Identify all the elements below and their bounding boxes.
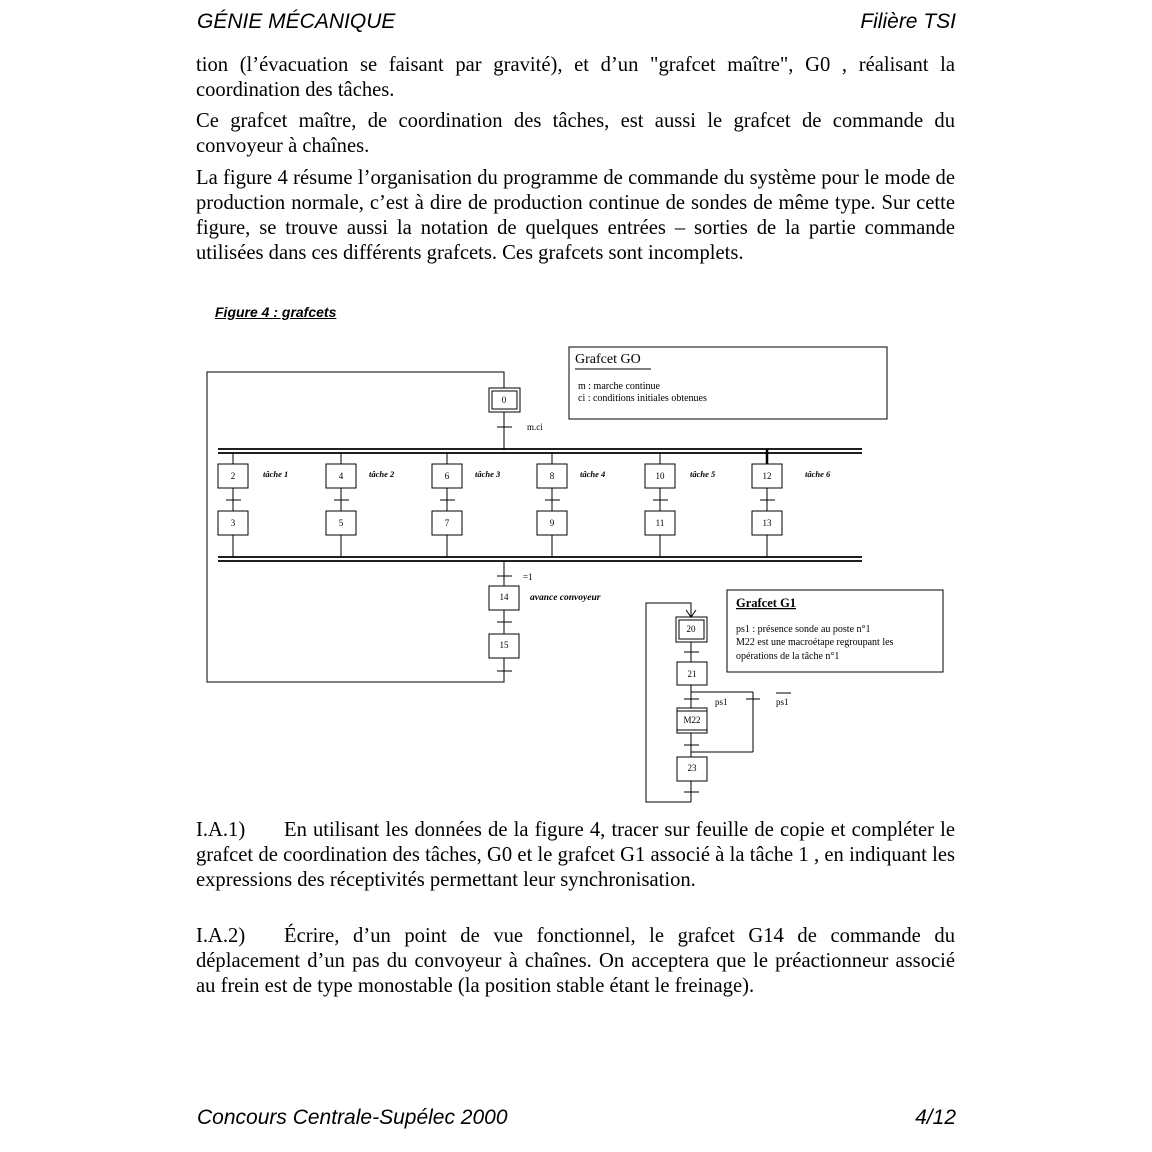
question-2: [196, 924, 955, 999]
step-14-label: 14: [499, 592, 509, 602]
question-2-text: Écrire, d’un point de vue fonctionnel, le grafcet G14 de commande du déplacement d’un pas du convoyeur à chaînes. On acceptera que le préactionneur associé au frein est de type monostable (la position stable étant le freinage).: [196, 925, 955, 997]
step-8-label: 8: [549, 471, 555, 481]
step-10-label: 10: [655, 471, 665, 481]
step-23-label: 23: [687, 763, 697, 773]
question-1: [196, 818, 955, 893]
header-right: Filière TSI: [860, 10, 956, 33]
paragraph-3: La figure 4 résume l’organisation du programme de commande du système pour le mode de production normale, c’est à dire de production continue de sondes de même type. Sur cette figure, se trouve aussi la notation de quelques entrées – sorties de la partie commande utilisées dans ces différents grafcets. Ces grafcets sont incomplets.: [196, 167, 955, 264]
g0-title: Grafcet GO: [575, 352, 641, 367]
tache-4-label: tâche 4: [580, 469, 606, 479]
paragraph-1: tion (l’évacuation se faisant par gravité), et d’un "grafcet maître", G0 , réalisant la coordination des tâches.: [196, 54, 955, 101]
footer-left: Concours Centrale-Supélec 2000: [197, 1106, 508, 1129]
g1-line-2: M22 est une macroétape regroupant les: [736, 637, 894, 648]
tache-2-label: tâche 2: [369, 469, 395, 479]
paragraph-2: Ce grafcet maître, de coordination des tâches, est aussi le grafcet de commande du convoyeur à chaînes.: [196, 110, 955, 157]
receptivity-ps1-bar: ps1: [776, 697, 789, 707]
step-15-label: 15: [499, 640, 509, 650]
question-2-number: I.A.2): [196, 925, 246, 947]
step-7-label: 7: [444, 518, 450, 528]
step-6-label: 6: [444, 471, 450, 481]
step-2-label: 2: [230, 471, 236, 481]
tache-5-label: tâche 5: [690, 469, 716, 479]
step-12-label: 12: [762, 471, 772, 481]
receptivity-mci: m.ci: [527, 422, 543, 432]
g0-line-2: ci : conditions initiales obtenues: [578, 393, 707, 404]
g0-line-1: m : marche continue: [578, 381, 660, 392]
step-9-label: 9: [549, 518, 555, 528]
step-5-label: 5: [338, 518, 344, 528]
g1-loop-line: [646, 603, 691, 802]
step-3-label: 3: [230, 518, 236, 528]
g1-line-3: opérations de la tâche n°1: [736, 651, 840, 662]
tache-1-label: tâche 1: [263, 469, 289, 479]
receptivity-ps1: ps1: [715, 697, 728, 707]
g1-line-1: ps1 : présence sonde au poste n°1: [736, 624, 871, 635]
step-11-label: 11: [655, 518, 665, 528]
g1-title: Grafcet G1: [736, 596, 797, 610]
step-20-label: 20: [686, 624, 696, 634]
footer-right: 4/12: [915, 1106, 956, 1129]
tache-3-label: tâche 3: [475, 469, 501, 479]
tache-6-label: tâche 6: [805, 469, 831, 479]
step-21-label: 21: [687, 669, 697, 679]
step-13-label: 13: [762, 518, 772, 528]
figure-caption: Figure 4 : grafcets: [215, 304, 337, 320]
question-1-text: En utilisant les données de la figure 4, tracer sur feuille de copie et compléter le grafcet de coordination des tâches, G0 et le grafcet G1 associé à la tâche 1 , en indiquant les expressions des réceptivités permettant leur synchronisation.: [196, 819, 955, 891]
step-0-label: 0: [501, 395, 507, 405]
question-1-number: I.A.1): [196, 819, 246, 841]
receptivity-eq1: =1: [523, 572, 533, 582]
step-4-label: 4: [338, 471, 344, 481]
action-avance-convoyeur: avance convoyeur: [530, 593, 601, 603]
header-left: GÉNIE MÉCANIQUE: [197, 10, 396, 33]
m22-label: M22: [683, 715, 701, 725]
